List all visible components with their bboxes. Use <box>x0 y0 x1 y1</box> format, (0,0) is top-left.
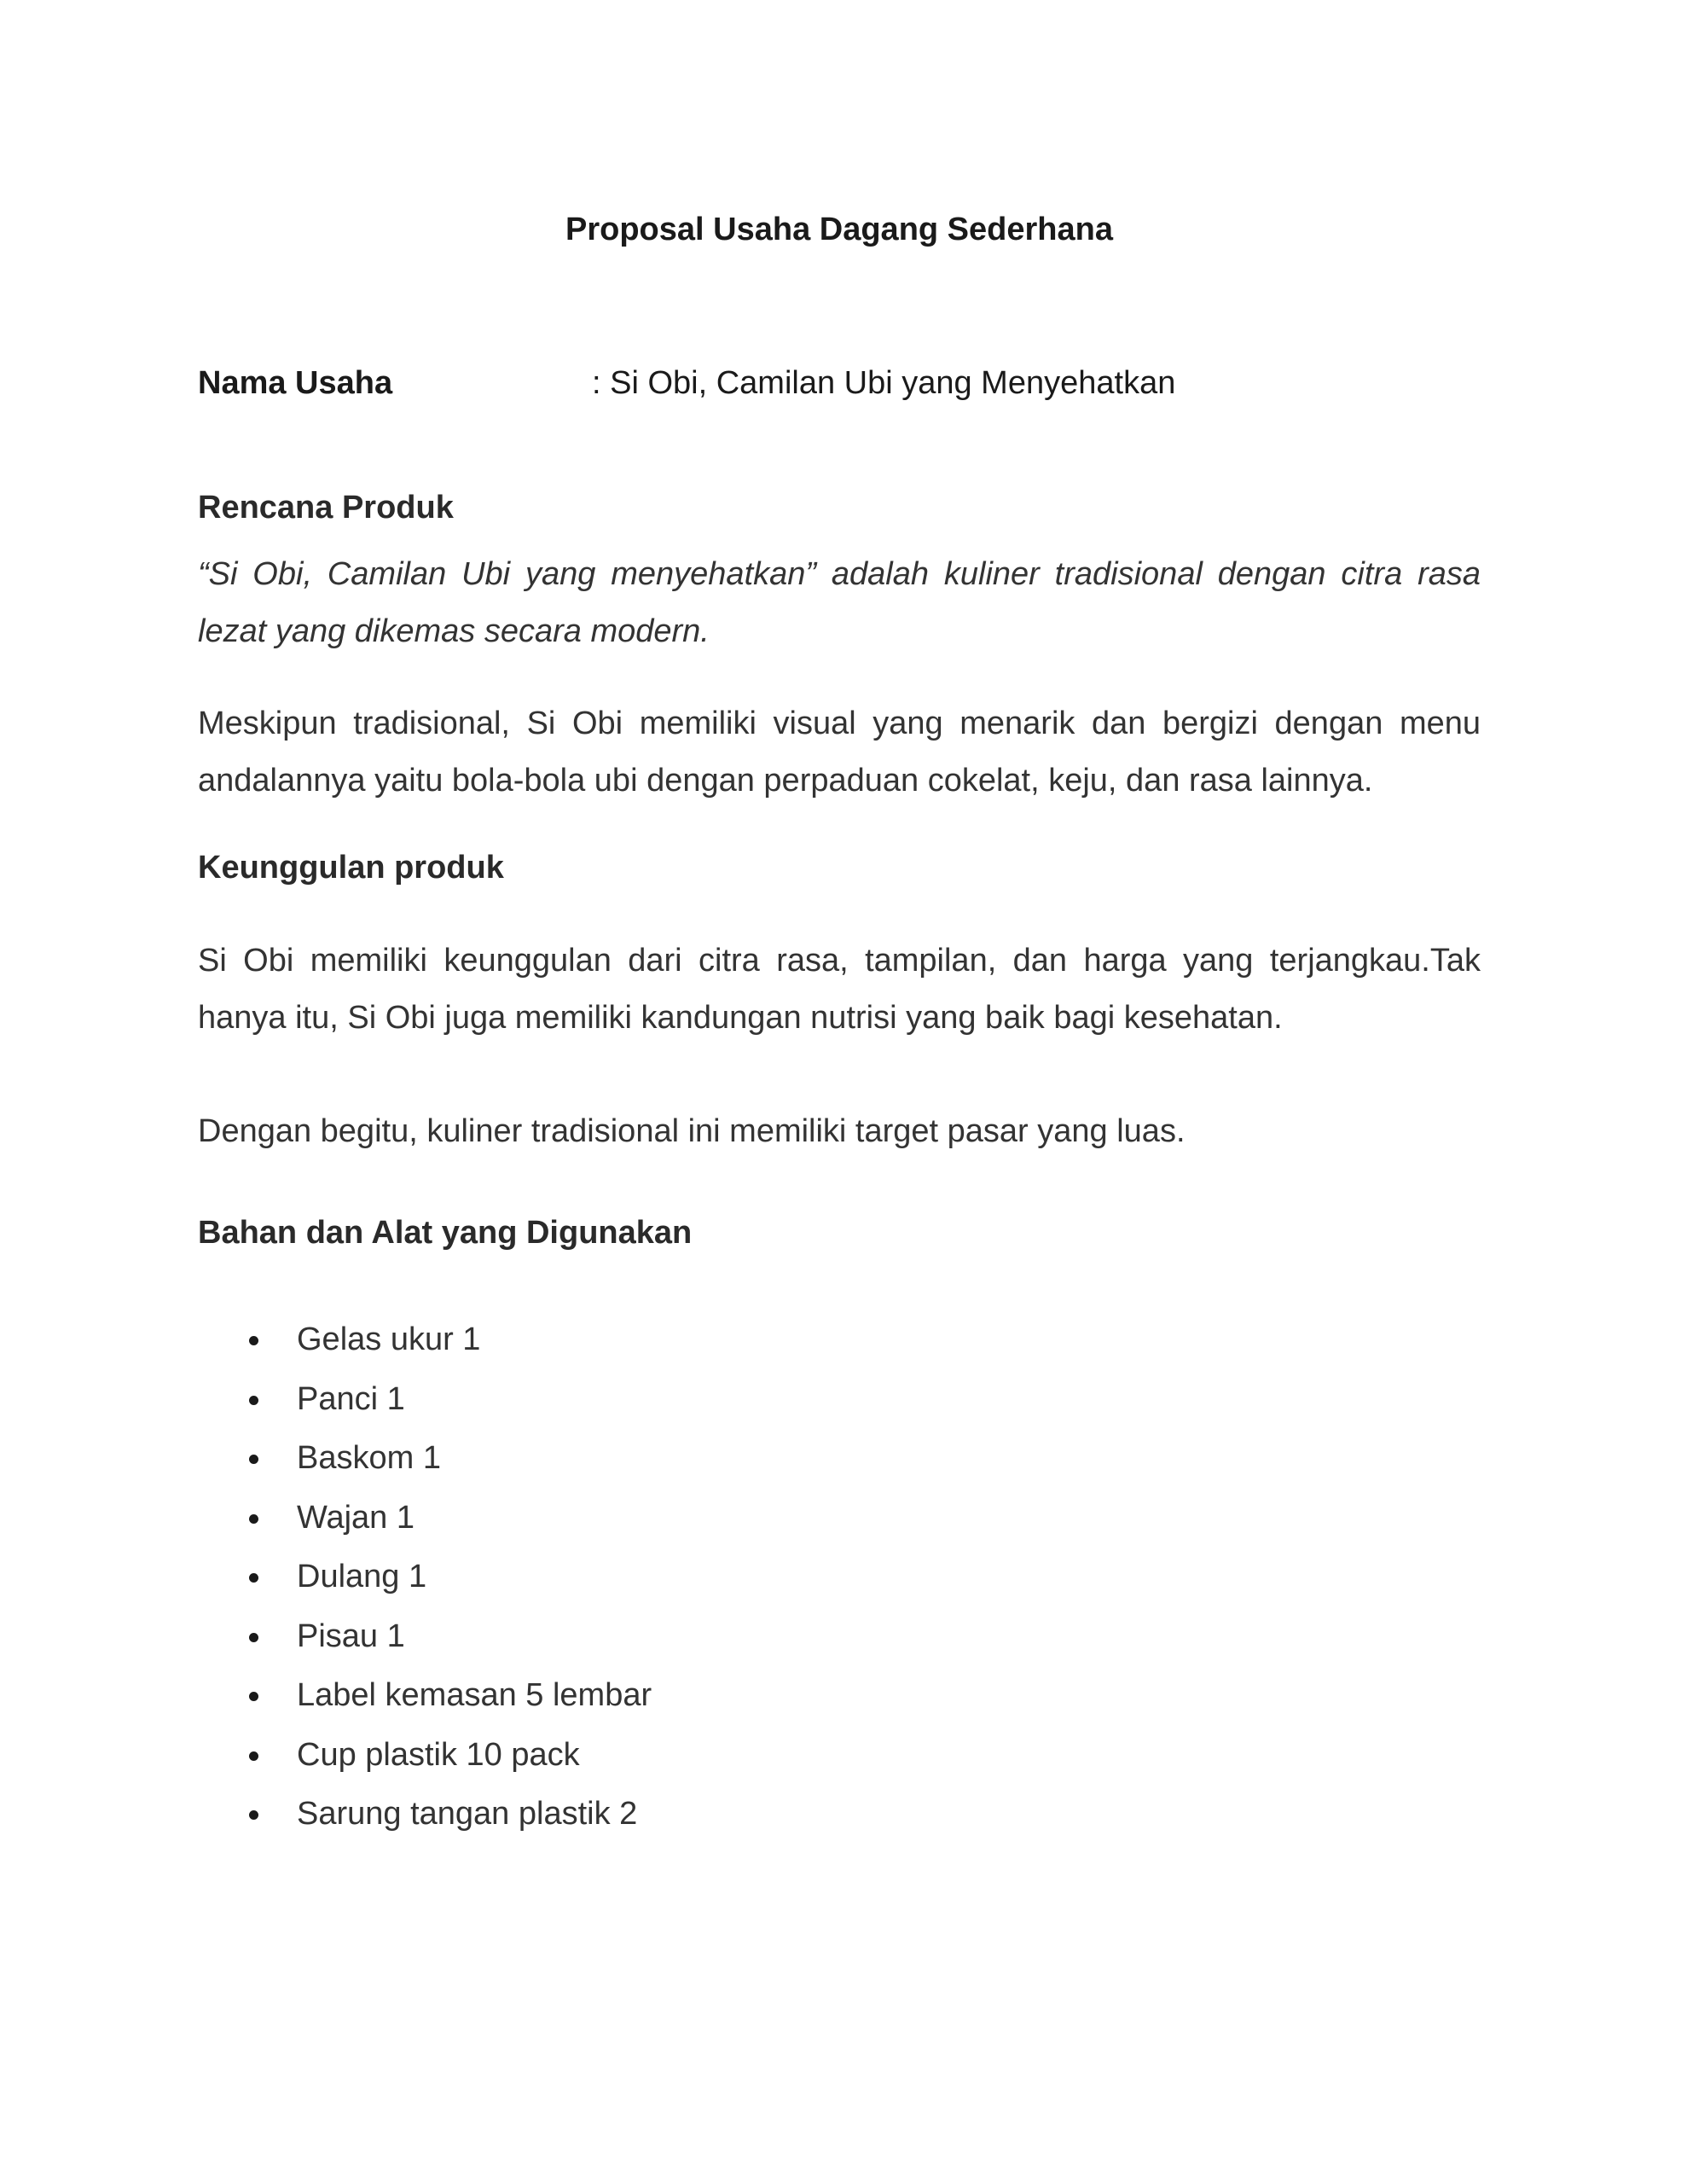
list-item-text: Baskom 1 <box>297 1440 441 1476</box>
bullet-icon <box>249 1455 258 1464</box>
list-item <box>198 1548 1051 1607</box>
list-item <box>198 1666 1051 1726</box>
business-name-label: Nama Usaha <box>198 365 393 401</box>
product-description-paragraph: “Si Obi, Camilan Ubi yang menyehatkan” adalah kuliner tradisional dengan citra rasa lezat yang dikemas secara modern. <box>198 556 1481 649</box>
list-item-text: Wajan 1 <box>297 1499 415 1536</box>
list-item <box>198 1370 1051 1430</box>
document-title: Proposal Usaha Dagang Sederhana <box>565 212 1113 247</box>
section-heading-bahan-alat: Bahan dan Alat yang Digunakan <box>198 1215 693 1251</box>
bullet-icon <box>249 1514 258 1524</box>
list-item-text: Label kemasan 5 lembar <box>297 1677 652 1713</box>
business-name-value: : Si Obi, Camilan Ubi yang Menyehatkan <box>592 365 1176 401</box>
list-item <box>198 1489 1051 1548</box>
list-item-text: Panci 1 <box>297 1380 405 1417</box>
list-item <box>198 1607 1051 1667</box>
document-page <box>198 0 1481 2184</box>
list-item-text: Cup plastik 10 pack <box>297 1736 580 1773</box>
bullet-icon <box>249 1336 258 1345</box>
list-item <box>198 1785 1051 1844</box>
section-heading-keunggulan-produk: Keunggulan produk <box>198 850 504 886</box>
advantage-paragraph: Si Obi memiliki keunggulan dari citra rasa, tampilan, dan harga yang terjangkau.Tak hanya itu, Si Obi juga memiliki kandungan nutrisi yang baik bagi kesehatan. <box>198 943 1481 1036</box>
bullet-icon <box>249 1810 258 1820</box>
target-market-paragraph: Dengan begitu, kuliner tradisional ini memiliki target pasar yang luas. <box>198 1113 1186 1149</box>
list-item-text: Gelas ukur 1 <box>297 1321 481 1357</box>
list-item-text: Pisau 1 <box>297 1618 405 1654</box>
list-item <box>198 1726 1051 1786</box>
bullet-icon <box>249 1751 258 1761</box>
product-visual-paragraph: Meskipun tradisional, Si Obi memiliki visual yang menarik dan bergizi dengan menu andalannya yaitu bola-bola ubi dengan perpaduan cokelat, keju, dan rasa lainnya. <box>198 706 1481 799</box>
list-item-text: Dulang 1 <box>297 1559 427 1594</box>
bullet-icon <box>249 1633 258 1642</box>
list-item-text: Sarung tangan plastik 2 <box>297 1796 638 1832</box>
list-item <box>198 1429 1051 1489</box>
bullet-icon <box>249 1573 258 1583</box>
materials-list <box>198 1310 1051 1844</box>
section-heading-rencana-produk: Rencana Produk <box>198 490 454 526</box>
list-item <box>198 1310 1051 1370</box>
bullet-icon <box>249 1396 258 1405</box>
bullet-icon <box>249 1692 258 1701</box>
